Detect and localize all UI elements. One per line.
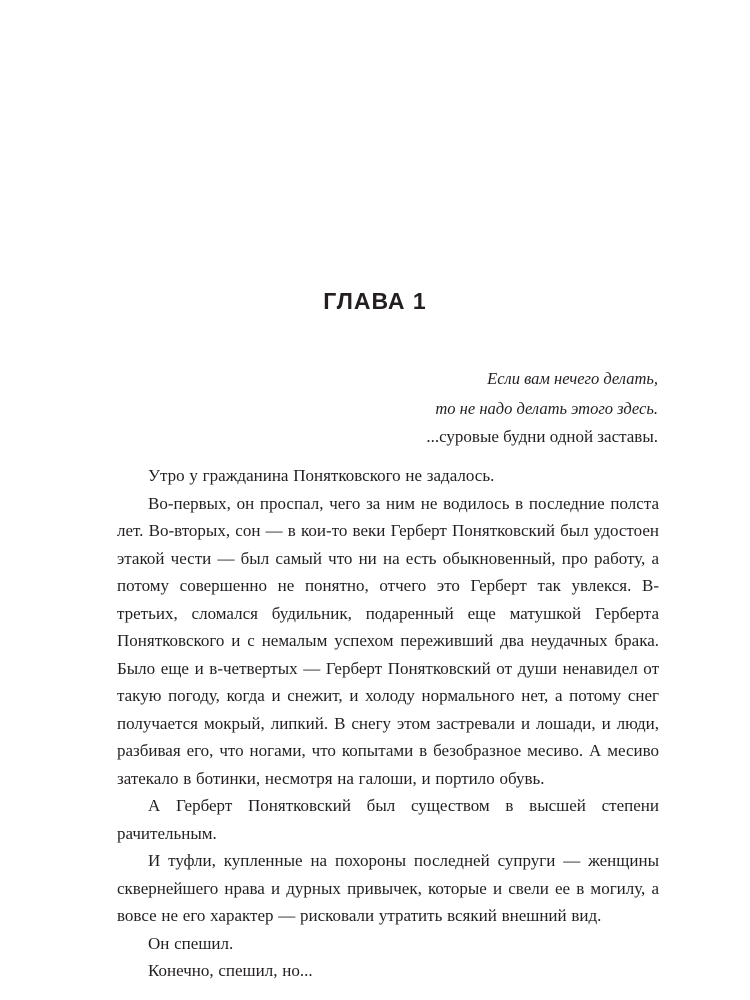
paragraph: Утро у гражданина Понятковского не задалось. xyxy=(148,466,495,485)
paragraph: Он спешил. xyxy=(148,933,234,953)
paragraph: А Герберт Понятковский был существом в высшей степени рачительным. xyxy=(117,796,659,843)
epigraph-line: Если вам нечего делать, xyxy=(487,369,658,388)
chapter-title: ГЛАВА 1 xyxy=(323,288,427,314)
paragraph: И туфли, купленные на похороны последней супруги — женщины сквернейшего нрава и дурных привычек, которые и свели ее в могилу, а вовсе не его характер — рисковали утратить всякий внешний вид. xyxy=(117,851,659,925)
chapter-body xyxy=(117,462,659,985)
epigraph-attribution: ...суровые будни одной заставы. xyxy=(426,427,658,446)
paragraph: Во-первых, он проспал, чего за ним не водилось в последние полста лет. Во-вторых, сон — в кои-то веки Герберт Понятковский был удостоен этакой чести — был самый что ни на есть обыкновенный, про работу, а потому совершенно не понятно, отчего это Герберт так увлекся. В-третьих, сломался будильник, подаренный еще матушкой Герберта Понятковского и с немалым успехом переживший два неудачных брака. Было еще и в-четвертых — Герберт Понятковский от души ненавидел от такую погоду, когда и снежит, и холоду нормального нет, а потому снег получается мокрый, липкий. В снегу этом застревали и лошади, и люди, разбивая его, что ногами, что копытами в безобразное месиво. А месиво затекало в ботинки, несмотря на галоши, и портило обувь. xyxy=(117,493,659,788)
epigraph-line: то не надо делать этого здесь. xyxy=(435,399,658,418)
paragraph: Конечно, спешил, но... xyxy=(148,961,313,980)
epigraph xyxy=(435,364,658,424)
